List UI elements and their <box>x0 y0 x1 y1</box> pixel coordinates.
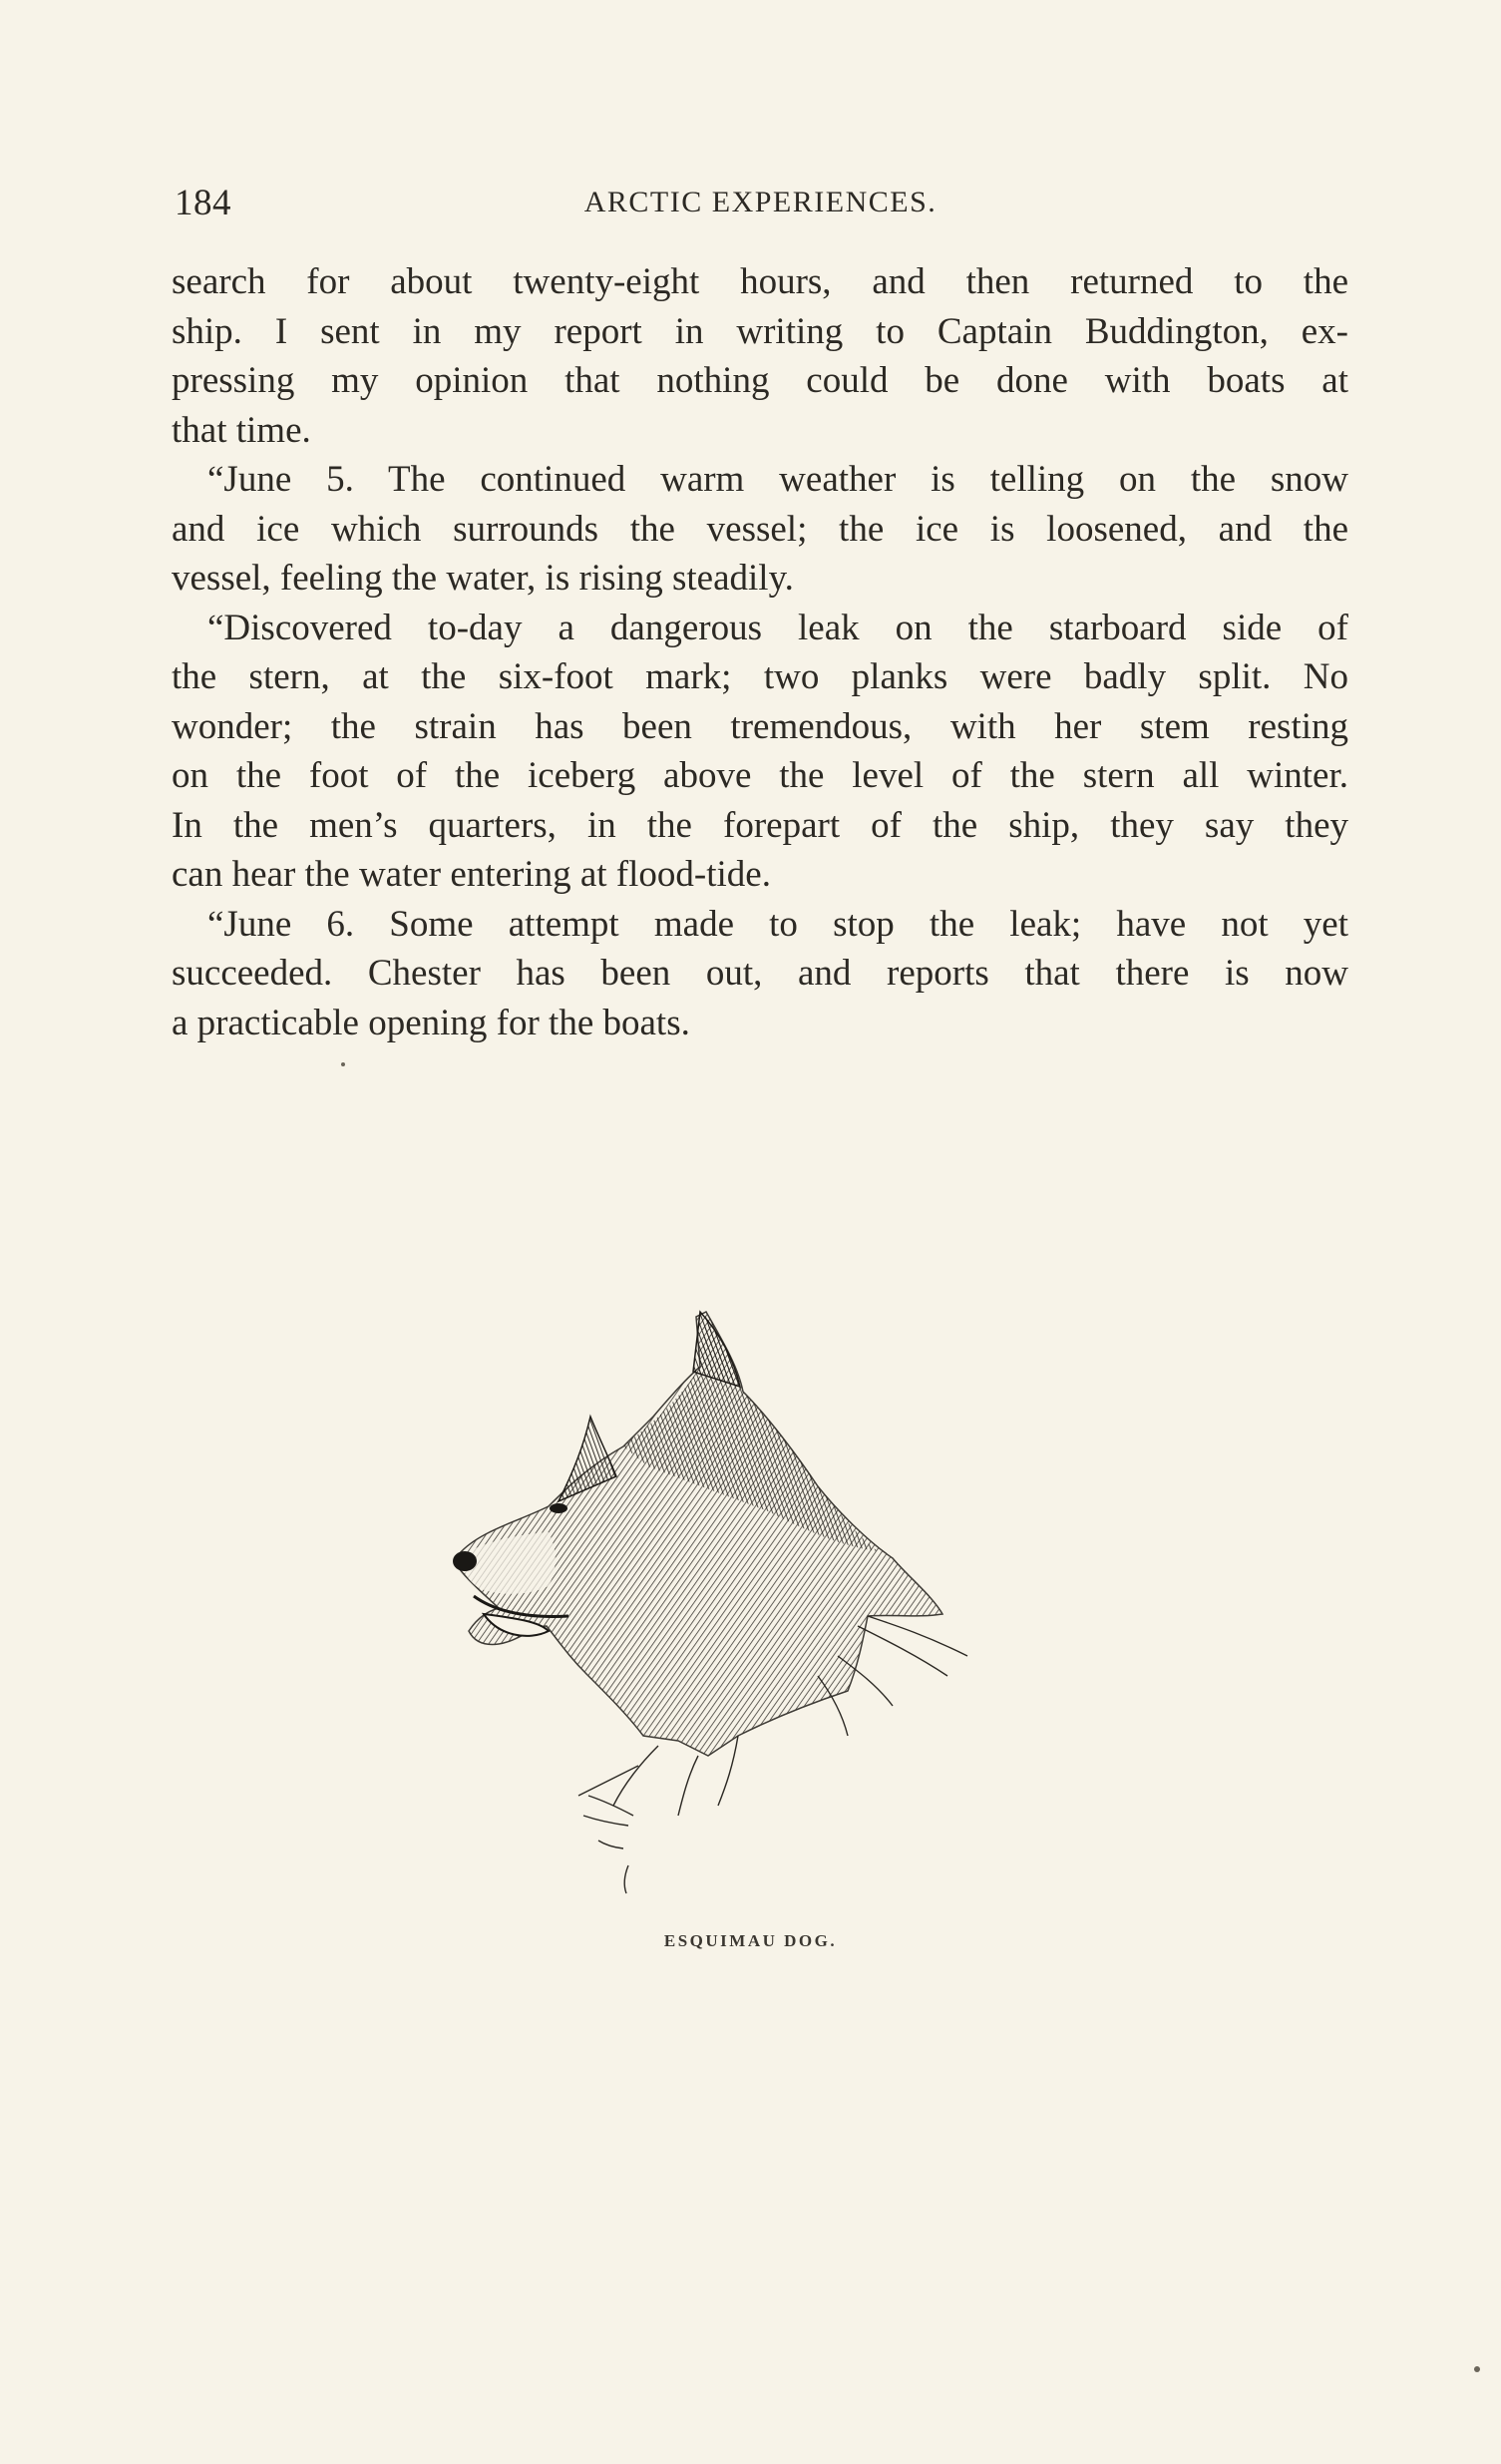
text-line: In the men’s quarters, in the forepart of the ship, they say they <box>172 804 1348 846</box>
dog-nose <box>453 1551 477 1571</box>
text-line: succeeded. Chester has been out, and reports that there is now <box>172 953 1348 994</box>
paragraph-2 <box>172 455 1348 604</box>
paragraph-3 <box>172 604 1348 900</box>
esquimau-dog-illustration <box>439 1297 997 1895</box>
text-line: a practicable opening for the boats. <box>172 1002 690 1043</box>
text-line: the stern, at the six-foot mark; two planks were badly split. No <box>172 656 1348 697</box>
text-line: and ice which surrounds the vessel; the ice is loosened, and the <box>172 508 1348 550</box>
text-line: search for about twenty-eight hours, and then returned to the <box>172 261 1348 302</box>
page-number: 184 <box>175 183 231 223</box>
text-line: “June 6. Some attempt made to stop the leak; have not yet <box>207 903 1348 945</box>
paragraph-1 <box>172 257 1348 455</box>
text-line: on the foot of the iceberg above the level of the stern all winter. <box>172 755 1348 796</box>
running-title: ARCTIC EXPERIENCES. <box>583 186 938 218</box>
page-header <box>175 182 1346 231</box>
body-text <box>172 257 1348 1047</box>
paragraph-4 <box>172 900 1348 1048</box>
paper-speck <box>341 1062 345 1066</box>
text-line: “Discovered to-day a dangerous leak on the starboard side of <box>207 607 1348 648</box>
paper-speck <box>1474 2366 1480 2372</box>
text-line: vessel, feeling the water, is rising steadily. <box>172 558 794 599</box>
text-line: wonder; the strain has been tremendous, with her stem resting <box>172 705 1348 747</box>
text-line: “June 5. The continued warm weather is telling on the snow <box>207 459 1348 500</box>
text-line: that time. <box>172 409 311 451</box>
text-line: can hear the water entering at flood-tide. <box>172 854 771 895</box>
figure-caption: ESQUIMAU DOG. <box>663 1931 838 1950</box>
dog-eye <box>550 1503 567 1513</box>
text-line: pressing my opinion that nothing could be done with boats at <box>172 360 1348 401</box>
text-line: ship. I sent in my report in writing to Captain Buddington, ex- <box>172 310 1348 352</box>
